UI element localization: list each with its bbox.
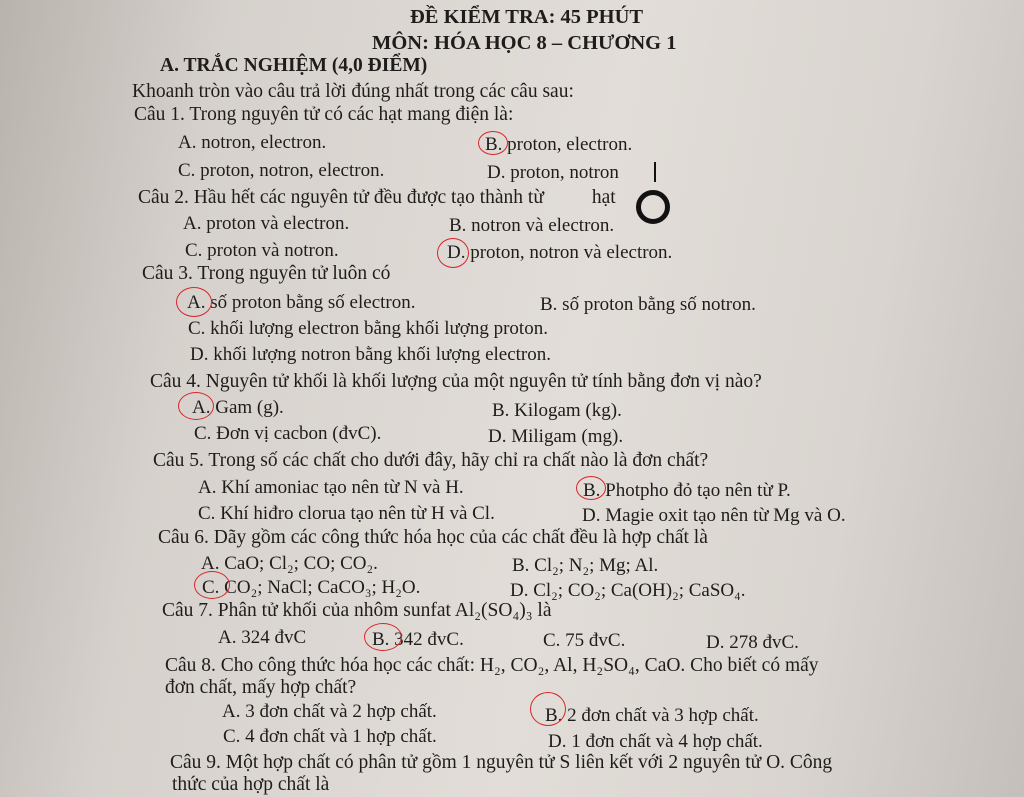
q7-option-b: B. 342 đvC. [372, 629, 464, 650]
q3-option-b: B. số proton bằng số notron. [540, 294, 756, 315]
q8-option-d: D. 1 đơn chất và 4 hợp chất. [548, 731, 763, 752]
question-2-text-end: hạt [591, 187, 616, 208]
cursor-ring-icon [636, 190, 670, 224]
exam-subject: MÔN: HÓA HỌC 8 – CHƯƠNG 1 [372, 32, 677, 54]
q6-option-a: A. CaO; Cl₂; CO; CO₂. [201, 553, 378, 574]
question-9-line-2: thức của hợp chất là [172, 774, 330, 795]
question-2-text: Câu 2. Hầu hết các nguyên tử đều được tạo thành từ [138, 187, 544, 208]
text-caret [654, 162, 656, 182]
q7-option-c: C. 75 đvC. [543, 630, 626, 651]
q3-option-d: D. khối lượng notron bằng khối lượng electron. [190, 344, 551, 365]
question-6: Câu 6. Dãy gồm các công thức hóa học của các chất đều là hợp chất là [158, 527, 708, 548]
q2-option-a: A. proton và electron. [183, 213, 350, 234]
q6-option-c: C. CO₂; NaCl; CaCO₃; H₂O. [202, 577, 421, 598]
instruction-text: Khoanh tròn vào câu trả lời đúng nhất trong các câu sau: [132, 81, 574, 102]
q2-answer-circle [437, 238, 469, 268]
q4-option-a: A. Gam (g). [192, 397, 284, 418]
q1-option-c: C. proton, notron, electron. [178, 160, 385, 181]
q6-answer-circle [194, 571, 230, 599]
question-5: Câu 5. Trong số các chất cho dưới đây, hãy chỉ ra chất nào là đơn chất? [153, 450, 709, 471]
q5-answer-circle [576, 476, 606, 500]
question-3: Câu 3. Trong nguyên tử luôn có [142, 263, 391, 284]
q2-option-d: D. proton, notron và electron. [447, 242, 673, 263]
exam-title: ĐỀ KIỂM TRA: 45 PHÚT [410, 6, 644, 28]
q8-answer-circle [530, 692, 566, 726]
q8-option-b: B. 2 đơn chất và 3 hợp chất. [545, 705, 759, 726]
q4-option-b: B. Kilogam (kg). [492, 400, 622, 421]
q5-option-b: B. Photpho đỏ tạo nên từ P. [583, 480, 791, 501]
q1-option-b: B. proton, electron. [485, 134, 633, 155]
q3-option-a: A. số proton bằng số electron. [187, 292, 416, 313]
question-7: Câu 7. Phân tử khối của nhôm sunfat Al₂(SO₄)₃ là [162, 600, 552, 621]
q7-option-d: D. 278 đvC. [706, 632, 799, 653]
q6-option-d: D. Cl₂; CO₂; Ca(OH)₂; CaSO₄. [510, 580, 746, 601]
q4-option-c: C. Đơn vị cacbon (đvC). [194, 423, 382, 444]
section-heading: A. TRẮC NGHIỆM (4,0 ĐIỂM) [160, 55, 428, 76]
q1-answer-circle [478, 131, 508, 155]
q6-option-b: B. Cl₂; N₂; Mg; Al. [512, 555, 659, 576]
q5-option-c: C. Khí hiđro clorua tạo nên từ H và Cl. [198, 503, 495, 524]
q8-option-a: A. 3 đơn chất và 2 hợp chất. [222, 701, 437, 722]
question-8-line-2: đơn chất, mấy hợp chất? [165, 677, 357, 698]
q4-answer-circle [178, 392, 214, 420]
q3-answer-circle [176, 287, 212, 317]
q1-option-a: A. notron, electron. [178, 132, 327, 153]
question-4: Câu 4. Nguyên tử khối là khối lượng của một nguyên tử tính bằng đơn vị nào? [150, 371, 762, 392]
question-2 [138, 187, 616, 209]
question-1: Câu 1. Trong nguyên tử có các hạt mang điện là: [134, 104, 514, 125]
q5-option-d: D. Magie oxit tạo nên từ Mg và O. [582, 505, 846, 526]
q8-option-c: C. 4 đơn chất và 1 hợp chất. [223, 726, 437, 747]
question-9-line-1: Câu 9. Một hợp chất có phân tử gồm 1 nguyên tử S liên kết với 2 nguyên tử O. Công [170, 752, 833, 773]
q2-option-b: B. notron và electron. [449, 215, 615, 236]
q3-option-c: C. khối lượng electron bằng khối lượng proton. [188, 318, 548, 339]
q7-option-a: A. 324 đvC [218, 627, 307, 648]
q2-option-c: C. proton và notron. [185, 240, 339, 261]
question-8-line-1: Câu 8. Cho công thức hóa học các chất: H₂, CO₂, Al, H₂SO₄, CaO. Cho biết có mấy [165, 655, 819, 676]
q5-option-a: A. Khí amoniac tạo nên từ N và H. [198, 477, 464, 498]
q1-option-d: D. proton, notron [487, 162, 619, 183]
q4-option-d: D. Miligam (mg). [488, 426, 624, 447]
q7-answer-circle [364, 623, 402, 651]
